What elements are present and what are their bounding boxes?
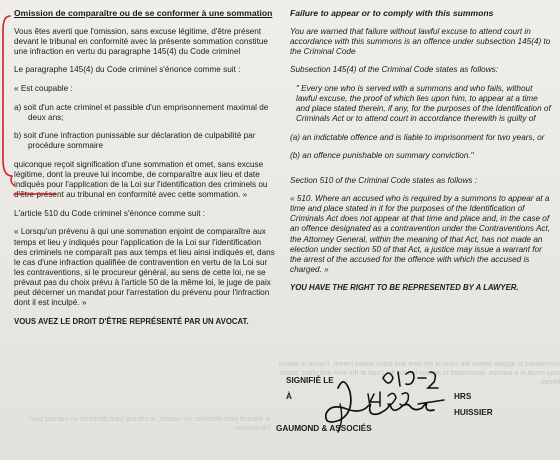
signature-block xyxy=(268,364,560,460)
at-label: À xyxy=(286,392,292,401)
french-paragraph-guilty: « Est coupable : xyxy=(14,83,73,93)
bleed-through-text: summoned to appear before the court at the time and place stated herein. Failure to attend may result in a warrant. summoned to appear before the court at the time and place stated herein. xyxy=(279,361,560,386)
french-paragraph-quiconque-text: reçoit signification d'une sommation et omet, sans excuse légitime, dont la preuve lui incombe, de comparaître aux lieu et date indiqués pour l'application de la Loi sur l'identification des criminels ou d'être présent au tribunal en conformité avec cette sommation. » xyxy=(14,159,268,200)
bailiff-label: HUISSIER xyxy=(454,408,493,417)
french-paragraph-510: « Lorsqu'un prévenu à qui une sommation enjoint de comparaître aux temps et lieu y indiqués pour l'application de la Loi sur l'identification des criminels ne comparaît pas aux temps et lieu ainsi indiqués et, dans le cas d'une infraction qualifiée de contravention en vertu de la Loi sur les contraventions, si le procureur général, au sens de cette loi, ne se prévaut pas du choix prévu à l'article 50 de la même loi, le juge de paix peut décerner un mandat pour l'arrestation du prévenu pour l'infraction dont il est inculpé. » xyxy=(14,227,275,308)
english-paragraph-warning: You are warned that failure without lawful excuse to attend court in accordance with this summons is an offence under subsection 145(4) to the Criminal Code xyxy=(290,26,551,56)
english-item-a: (a) an indictable offence and is liable to imprisonment for two years, or xyxy=(290,132,545,142)
english-lawyer-notice: YOU HAVE THE RIGHT TO BE REPRESENTED BY A LAWYER. xyxy=(290,283,519,293)
english-paragraph-510: « 510. Where an accused who is required by a summons to appear at a time and place stated in it for the purposes of the Identification of Criminals Act does not appear at that time and place and, in the case of an offence designated as a contravention under the Contraventions Act, the Attorney General, within the meaning of that Act, has not made an election under section 50 of that Act, a justice may issue a warrant for the arrest of the accused for the offence with which the accused is charged. » xyxy=(290,194,551,274)
english-title: Failure to appear or to comply with this summons xyxy=(290,8,494,18)
french-paragraph-intro: Le paragraphe 145(4) du Code criminel s'énonce comme suit : xyxy=(14,65,241,75)
english-paragraph-510-intro: Section 510 of the Criminal Code states as follows : xyxy=(290,175,478,185)
handwritten-signature xyxy=(268,364,560,460)
french-item-a: a) soit d'un acte criminel et passible d'un emprisonnement maximal de deux ans; xyxy=(14,102,269,122)
signed-label: SIGNIFIÉ LE xyxy=(286,376,334,385)
english-item-b: (b) an offence punishable on summary conviction." xyxy=(290,151,474,161)
french-title: Omission de comparaître ou de se conformer à une sommation xyxy=(14,8,273,18)
english-column xyxy=(290,0,552,302)
english-paragraph-everyone: " Every one who is served with a summons and who fails, without lawful excuse, the proof of which lies upon him, to appear at a time and place stated therein, if any, for the purposes of the Identification of Criminals Act or to attend court in accordance therewith is guilty of xyxy=(296,83,551,124)
english-paragraph-intro: Subsection 145(4) of the Criminal Code states as follows: xyxy=(290,65,498,75)
french-paragraph-510-intro: L'article 510 du Code criminel s'énonce comme suit : xyxy=(14,208,206,218)
firm-name: GAUMOND & ASSOCIÉS xyxy=(276,424,372,433)
french-lawyer-notice: VOUS AVEZ LE DROIT D'ÊTRE REPRÉSENTÉ PAR UN AVOCAT. xyxy=(14,316,249,326)
french-column xyxy=(14,0,276,335)
french-paragraph-warning: Vous êtes averti que l'omission, sans excuse légitime, d'être présent devant le tribunal en conformité avec la présente sommation constitue une infraction en vertu du paragraphe 145(4) du Code criminel xyxy=(14,26,268,56)
bleed-through-text-left: le tribunal peut décerner un mandat. le tribunal peut décerner un mandat pour l'arrestation. xyxy=(29,416,270,432)
french-paragraph-quiconque xyxy=(14,160,276,200)
hours-label: HRS xyxy=(454,392,472,401)
french-highlighted-word: quiconque xyxy=(14,159,52,169)
french-item-b: b) soit d'une infraction punissable sur déclaration de culpabilité par procédure sommaire xyxy=(14,131,256,151)
